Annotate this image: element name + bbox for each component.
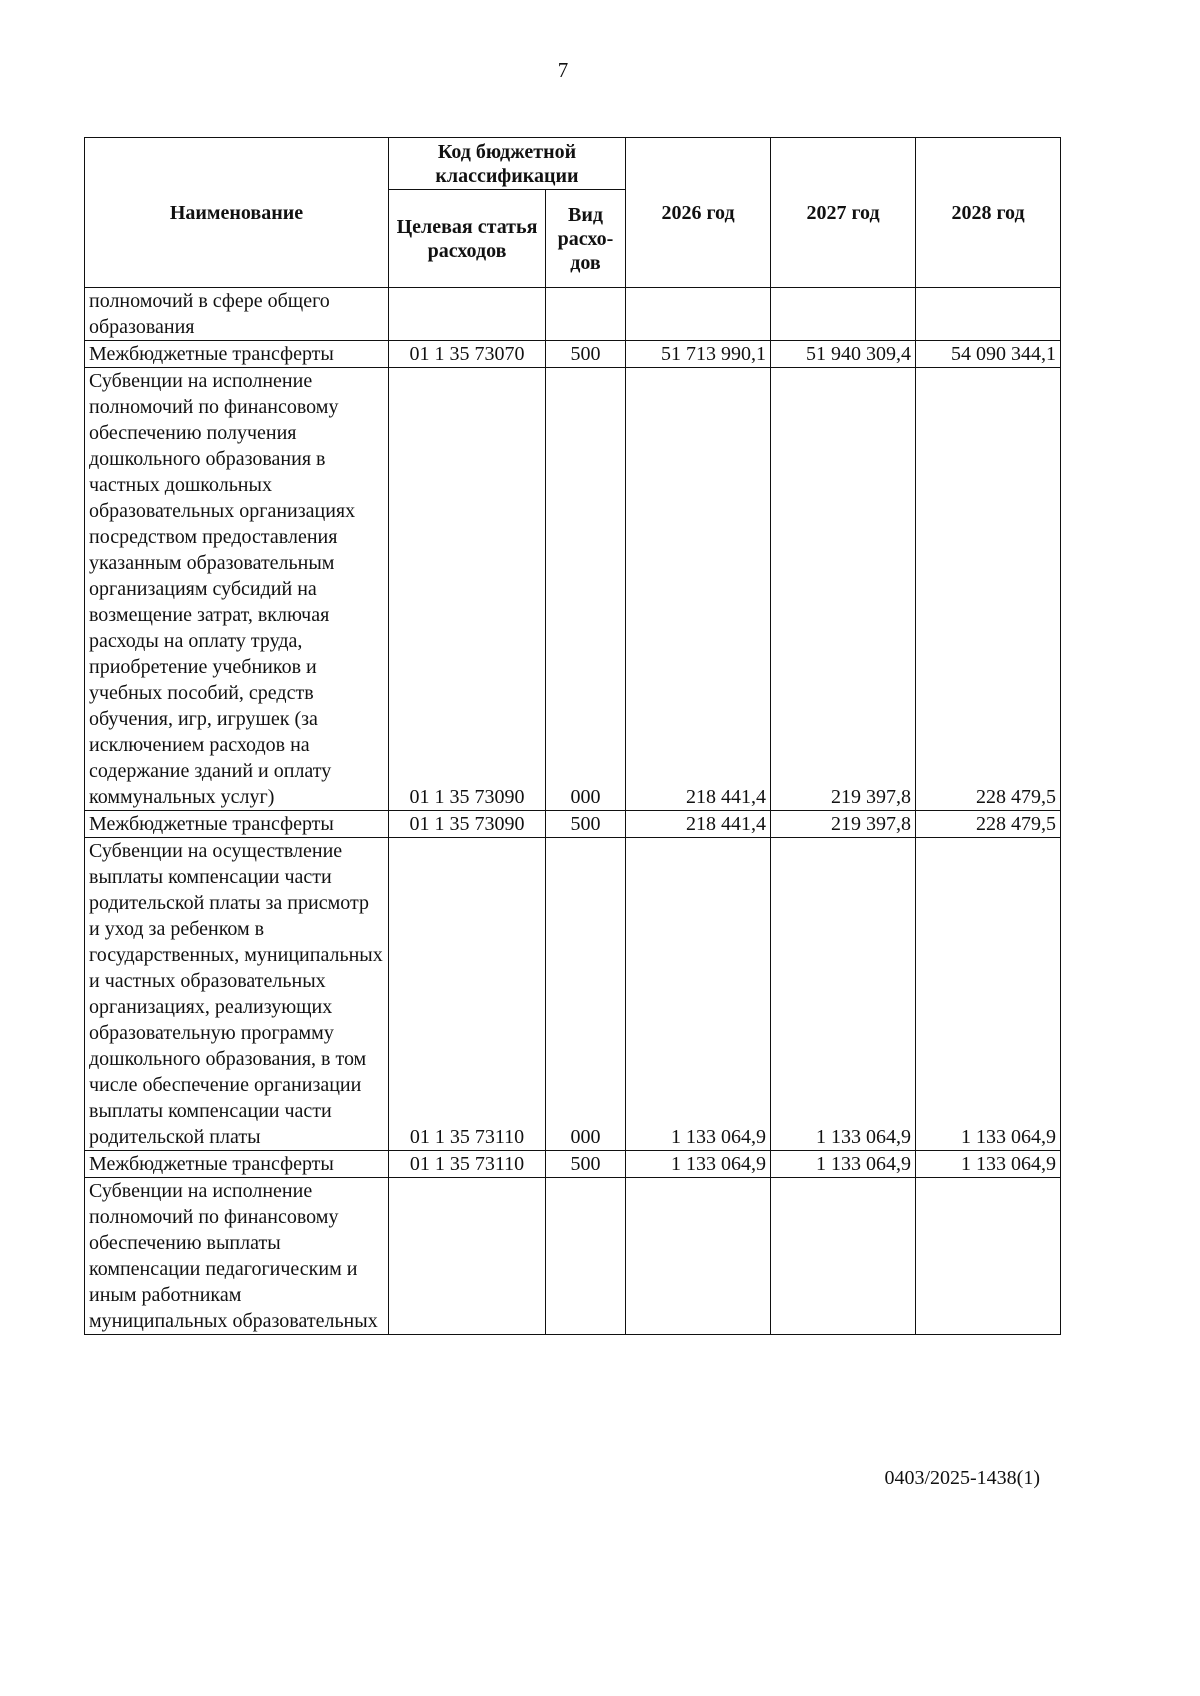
- row-2026: 218 441,4: [626, 811, 771, 838]
- row-type: 500: [546, 1151, 626, 1178]
- header-year-2026: 2026 год: [626, 138, 771, 288]
- row-2026: [626, 288, 771, 341]
- row-2028: [916, 288, 1061, 341]
- row-2028: [916, 1178, 1061, 1335]
- row-2027: 1 133 064,9: [771, 1151, 916, 1178]
- row-2027: [771, 288, 916, 341]
- table-row: [85, 1178, 1061, 1335]
- row-name: Межбюджетные трансферты: [85, 811, 389, 838]
- table-row: [85, 1151, 1061, 1178]
- row-name: Субвенции на осуществление выплаты компенсации части родительской платы за присмотр и уход за ребенком в государственных, муниципальных и частных образовательных организациях, реализующих образовательную программу дошкольного образования, в том числе обеспечение организации выплаты компенсации части родительской платы: [85, 838, 389, 1151]
- row-code: 01 1 35 73090: [389, 811, 546, 838]
- row-code: [389, 1178, 546, 1335]
- row-type: 500: [546, 811, 626, 838]
- header-target-article: Целевая статья расходов: [389, 190, 546, 288]
- row-2028: 54 090 344,1: [916, 341, 1061, 368]
- row-2028: 228 479,5: [916, 368, 1061, 811]
- table-row: [85, 368, 1061, 811]
- row-code: 01 1 35 73090: [389, 368, 546, 811]
- header-code-group: Код бюджетной классификации: [389, 138, 626, 190]
- row-type: 000: [546, 368, 626, 811]
- row-code: 01 1 35 73110: [389, 1151, 546, 1178]
- row-2026: [626, 1178, 771, 1335]
- row-2026: 51 713 990,1: [626, 341, 771, 368]
- row-2027: 219 397,8: [771, 368, 916, 811]
- row-2027: 51 940 309,4: [771, 341, 916, 368]
- header-year-2028: 2028 год: [916, 138, 1061, 288]
- row-name: Межбюджетные трансферты: [85, 341, 389, 368]
- row-2028: 1 133 064,9: [916, 1151, 1061, 1178]
- row-2026: 218 441,4: [626, 368, 771, 811]
- row-code: 01 1 35 73070: [389, 341, 546, 368]
- row-type: [546, 288, 626, 341]
- row-type: 000: [546, 838, 626, 1151]
- row-name: Субвенции на исполнение полномочий по финансовому обеспечению выплаты компенсации педагогическим и иным работникам муниципальных образовательных: [85, 1178, 389, 1335]
- document-number: 0403/2025-1438(1): [884, 1467, 1040, 1489]
- page-number: 7: [557, 58, 569, 82]
- row-name: полномочий в сфере общего образования: [85, 288, 389, 341]
- row-2026: 1 133 064,9: [626, 1151, 771, 1178]
- header-expense-type: Вид расхо-дов: [546, 190, 626, 288]
- header-name: Наименование: [85, 138, 389, 288]
- row-code: [389, 288, 546, 341]
- row-type: [546, 1178, 626, 1335]
- table-row: [85, 341, 1061, 368]
- row-name: Субвенции на исполнение полномочий по финансовому обеспечению получения дошкольного образования в частных дошкольных образовательных организациях посредством предоставления указанным образовательным организациям субсидий на возмещение затрат, включая расходы на оплату труда, приобретение учебников и учебных пособий, средств обучения, игр, игрушек (за исключением расходов на содержание зданий и оплату коммунальных услуг): [85, 368, 389, 811]
- row-2026: 1 133 064,9: [626, 838, 771, 1151]
- table-row: [85, 811, 1061, 838]
- row-2027: 1 133 064,9: [771, 838, 916, 1151]
- table-row: [85, 288, 1061, 341]
- header-year-2027: 2027 год: [771, 138, 916, 288]
- row-type: 500: [546, 341, 626, 368]
- row-2028: 228 479,5: [916, 811, 1061, 838]
- row-2027: 219 397,8: [771, 811, 916, 838]
- table-row: [85, 838, 1061, 1151]
- row-name: Межбюджетные трансферты: [85, 1151, 389, 1178]
- row-2028: 1 133 064,9: [916, 838, 1061, 1151]
- budget-table: [84, 137, 1061, 1335]
- row-code: 01 1 35 73110: [389, 838, 546, 1151]
- row-2027: [771, 1178, 916, 1335]
